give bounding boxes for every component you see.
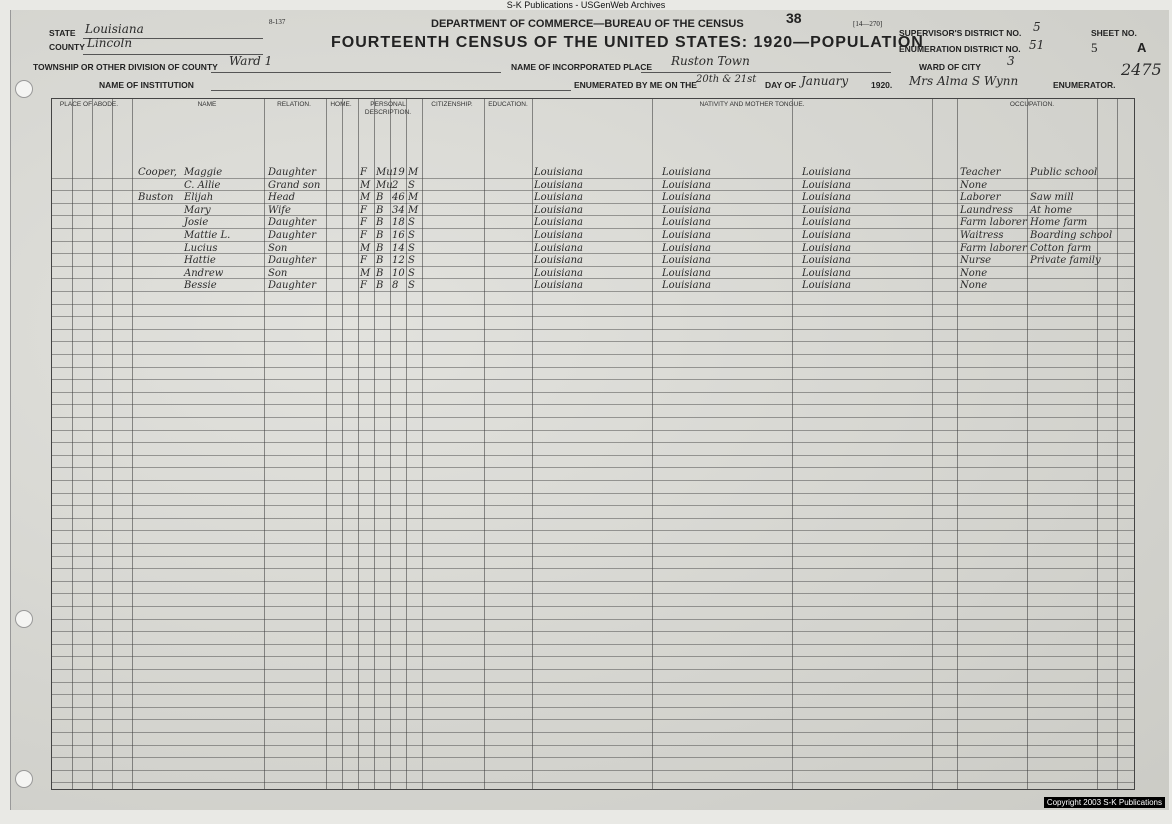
relation: Grand son — [268, 179, 321, 191]
race: B — [376, 280, 384, 292]
form-code-left: 8-137 — [269, 18, 286, 26]
occupation: None — [960, 179, 988, 191]
race: B — [376, 204, 384, 216]
mother-birthplace: Louisiana — [802, 192, 851, 204]
corner-mark: 2475 — [1121, 60, 1162, 79]
occupation: Farm laborer — [960, 217, 1027, 229]
age: 2 — [392, 179, 399, 191]
father-birthplace: Louisiana — [662, 217, 711, 229]
given-name: Andrew — [184, 267, 224, 279]
marital-status: S — [408, 267, 415, 279]
relation: Daughter — [268, 167, 316, 178]
mother-birthplace: Louisiana — [802, 167, 851, 178]
occupation: Farm laborer — [960, 242, 1027, 254]
col-relation: RELATION. — [277, 101, 311, 108]
race: Mu — [376, 179, 393, 191]
given-name: Mary — [184, 204, 211, 216]
industry: Cotton farm — [1030, 242, 1092, 254]
marital-status: S — [408, 230, 415, 241]
sex: F — [360, 280, 367, 292]
age: 34 — [392, 204, 405, 216]
mother-birthplace: Louisiana — [802, 217, 851, 229]
occupation: Nurse — [960, 255, 992, 267]
race: B — [376, 267, 384, 279]
relation: Son — [268, 267, 288, 279]
marital-status: M — [408, 192, 419, 204]
mother-birthplace: Louisiana — [802, 230, 851, 241]
given-name: Mattie L. — [184, 230, 231, 241]
sex: M — [360, 242, 371, 254]
ward-value: 3 — [1007, 54, 1015, 68]
marital-status: S — [408, 179, 415, 191]
birthplace: Louisiana — [534, 217, 583, 229]
sex: F — [360, 230, 367, 241]
archive-banner: S-K Publications - USGenWeb Archives — [506, 0, 666, 10]
supervisor-value: 5 — [1033, 20, 1041, 34]
relation: Son — [268, 242, 288, 254]
copyright-notice: Copyright 2003 S-K Publications — [1044, 797, 1165, 808]
mother-birthplace: Louisiana — [802, 204, 851, 216]
birthplace: Louisiana — [534, 267, 583, 279]
age: 19 — [392, 167, 405, 178]
birthplace: Louisiana — [534, 167, 583, 178]
given-name: Bessie — [184, 280, 217, 292]
father-birthplace: Louisiana — [662, 242, 711, 254]
sex: M — [360, 179, 371, 191]
enum-district-label: ENUMERATION DISTRICT NO. — [899, 44, 1021, 54]
sex: F — [360, 255, 367, 267]
given-name: Lucius — [184, 242, 218, 254]
marital-status: S — [408, 217, 415, 229]
col-name: NAME — [197, 101, 217, 108]
birthplace: Louisiana — [534, 179, 583, 191]
relation: Daughter — [268, 230, 316, 241]
county-value: Lincoln — [87, 36, 133, 50]
census-sheet — [10, 10, 1169, 810]
census-table — [51, 98, 1135, 790]
mother-birthplace: Louisiana — [802, 280, 851, 292]
sheet-letter: A — [1137, 40, 1147, 55]
form-code-right: [14—270] — [853, 20, 883, 28]
state-label: STATE — [49, 28, 76, 38]
industry: Public school — [1030, 167, 1098, 178]
relation: Daughter — [268, 217, 316, 229]
place-label: NAME OF INCORPORATED PLACE — [511, 62, 653, 72]
race: B — [376, 230, 384, 241]
occupation: Laborer — [960, 192, 1001, 204]
father-birthplace: Louisiana — [662, 267, 711, 279]
father-birthplace: Louisiana — [662, 179, 711, 191]
occupation: None — [960, 280, 988, 292]
ward-label: WARD OF CITY — [919, 62, 981, 72]
month-value: January — [801, 74, 849, 88]
race: B — [376, 217, 384, 229]
marital-status: S — [408, 280, 415, 292]
relation: Daughter — [268, 255, 316, 267]
department-heading: DEPARTMENT OF COMMERCE—BUREAU OF THE CENSUS — [431, 18, 744, 30]
col-nativity: NATIVITY AND MOTHER TONGUE. — [699, 101, 805, 108]
father-birthplace: Louisiana — [662, 230, 711, 241]
surname: Buston — [138, 192, 174, 204]
birthplace: Louisiana — [534, 204, 583, 216]
mother-birthplace: Louisiana — [802, 179, 851, 191]
sex: F — [360, 204, 367, 216]
mother-birthplace: Louisiana — [802, 255, 851, 267]
birthplace: Louisiana — [534, 230, 583, 241]
sex: M — [360, 192, 371, 204]
mother-birthplace: Louisiana — [802, 267, 851, 279]
age: 8 — [392, 280, 399, 292]
marital-status: M — [408, 167, 419, 178]
surname: Cooper, — [138, 167, 177, 178]
race: B — [376, 255, 384, 267]
supervisor-label: SUPERVISOR'S DISTRICT NO. — [899, 28, 1022, 38]
age: 18 — [392, 217, 405, 229]
given-name: Maggie — [184, 167, 223, 178]
industry: Boarding school — [1030, 230, 1113, 241]
township-label: TOWNSHIP OR OTHER DIVISION OF COUNTY — [33, 62, 218, 72]
enumerated-days: 20th & 21st — [696, 74, 757, 85]
age: 12 — [392, 255, 405, 267]
marital-status: M — [408, 204, 419, 216]
industry: Private family — [1030, 255, 1101, 267]
occupation: None — [960, 267, 988, 279]
age: 46 — [392, 192, 405, 204]
occupation: Waitress — [960, 230, 1004, 241]
col-personal: PERSONAL DESCRIPTION. — [364, 101, 412, 116]
institution-label: NAME OF INSTITUTION — [99, 80, 194, 90]
col-citizenship: CITIZENSHIP. — [431, 101, 473, 108]
birthplace: Louisiana — [534, 255, 583, 267]
father-birthplace: Louisiana — [662, 255, 711, 267]
age: 14 — [392, 242, 405, 254]
col-education: EDUCATION. — [488, 101, 528, 108]
father-birthplace: Louisiana — [662, 204, 711, 216]
mother-birthplace: Louisiana — [802, 242, 851, 254]
enum-district-value: 51 — [1029, 38, 1045, 52]
col-place-of-abode: PLACE OF ABODE. — [59, 101, 119, 108]
father-birthplace: Louisiana — [662, 192, 711, 204]
day-of-label: DAY OF — [765, 80, 797, 90]
sheet-value: 5 — [1091, 40, 1098, 55]
marital-status: S — [408, 242, 415, 254]
sex: F — [360, 167, 367, 178]
birthplace: Louisiana — [534, 192, 583, 204]
sex: M — [360, 267, 371, 279]
census-title: FOURTEENTH CENSUS OF THE UNITED STATES: 1920—POPULATION — [331, 34, 924, 51]
industry: At home — [1030, 204, 1073, 216]
col-occupation: OCCUPATION. — [1009, 101, 1055, 108]
industry: Saw mill — [1030, 192, 1074, 204]
given-name: Hattie — [184, 255, 216, 267]
industry: Home farm — [1030, 217, 1088, 229]
enumerator-name: Mrs Alma S Wynn — [909, 74, 1019, 88]
race: B — [376, 192, 384, 204]
father-birthplace: Louisiana — [662, 167, 711, 178]
sex: F — [360, 217, 367, 229]
sheet-label: SHEET NO. — [1091, 28, 1137, 38]
occupation: Laundress — [960, 204, 1013, 216]
col-home: HOME. — [330, 101, 352, 108]
place-value: Ruston Town — [671, 54, 750, 68]
father-birthplace: Louisiana — [662, 280, 711, 292]
age: 10 — [392, 267, 405, 279]
race: B — [376, 242, 384, 254]
county-label: COUNTY — [49, 42, 85, 52]
state-value: Louisiana — [85, 22, 144, 36]
birthplace: Louisiana — [534, 280, 583, 292]
given-name: Josie — [184, 217, 209, 229]
race: Mu — [376, 167, 393, 178]
enumerator-label: ENUMERATOR. — [1053, 80, 1116, 90]
page-number: 38 — [786, 10, 802, 26]
birthplace: Louisiana — [534, 242, 583, 254]
occupation: Teacher — [960, 167, 1001, 178]
township-value: Ward 1 — [229, 54, 273, 68]
relation: Wife — [268, 204, 291, 216]
enumerated-label: ENUMERATED BY ME ON THE — [574, 80, 697, 90]
given-name: Elijah — [184, 192, 214, 204]
year-value: 1920. — [871, 80, 893, 90]
age: 16 — [392, 230, 405, 241]
relation: Head — [268, 192, 296, 204]
given-name: C. Allie — [184, 179, 221, 191]
relation: Daughter — [268, 280, 316, 292]
marital-status: S — [408, 255, 415, 267]
